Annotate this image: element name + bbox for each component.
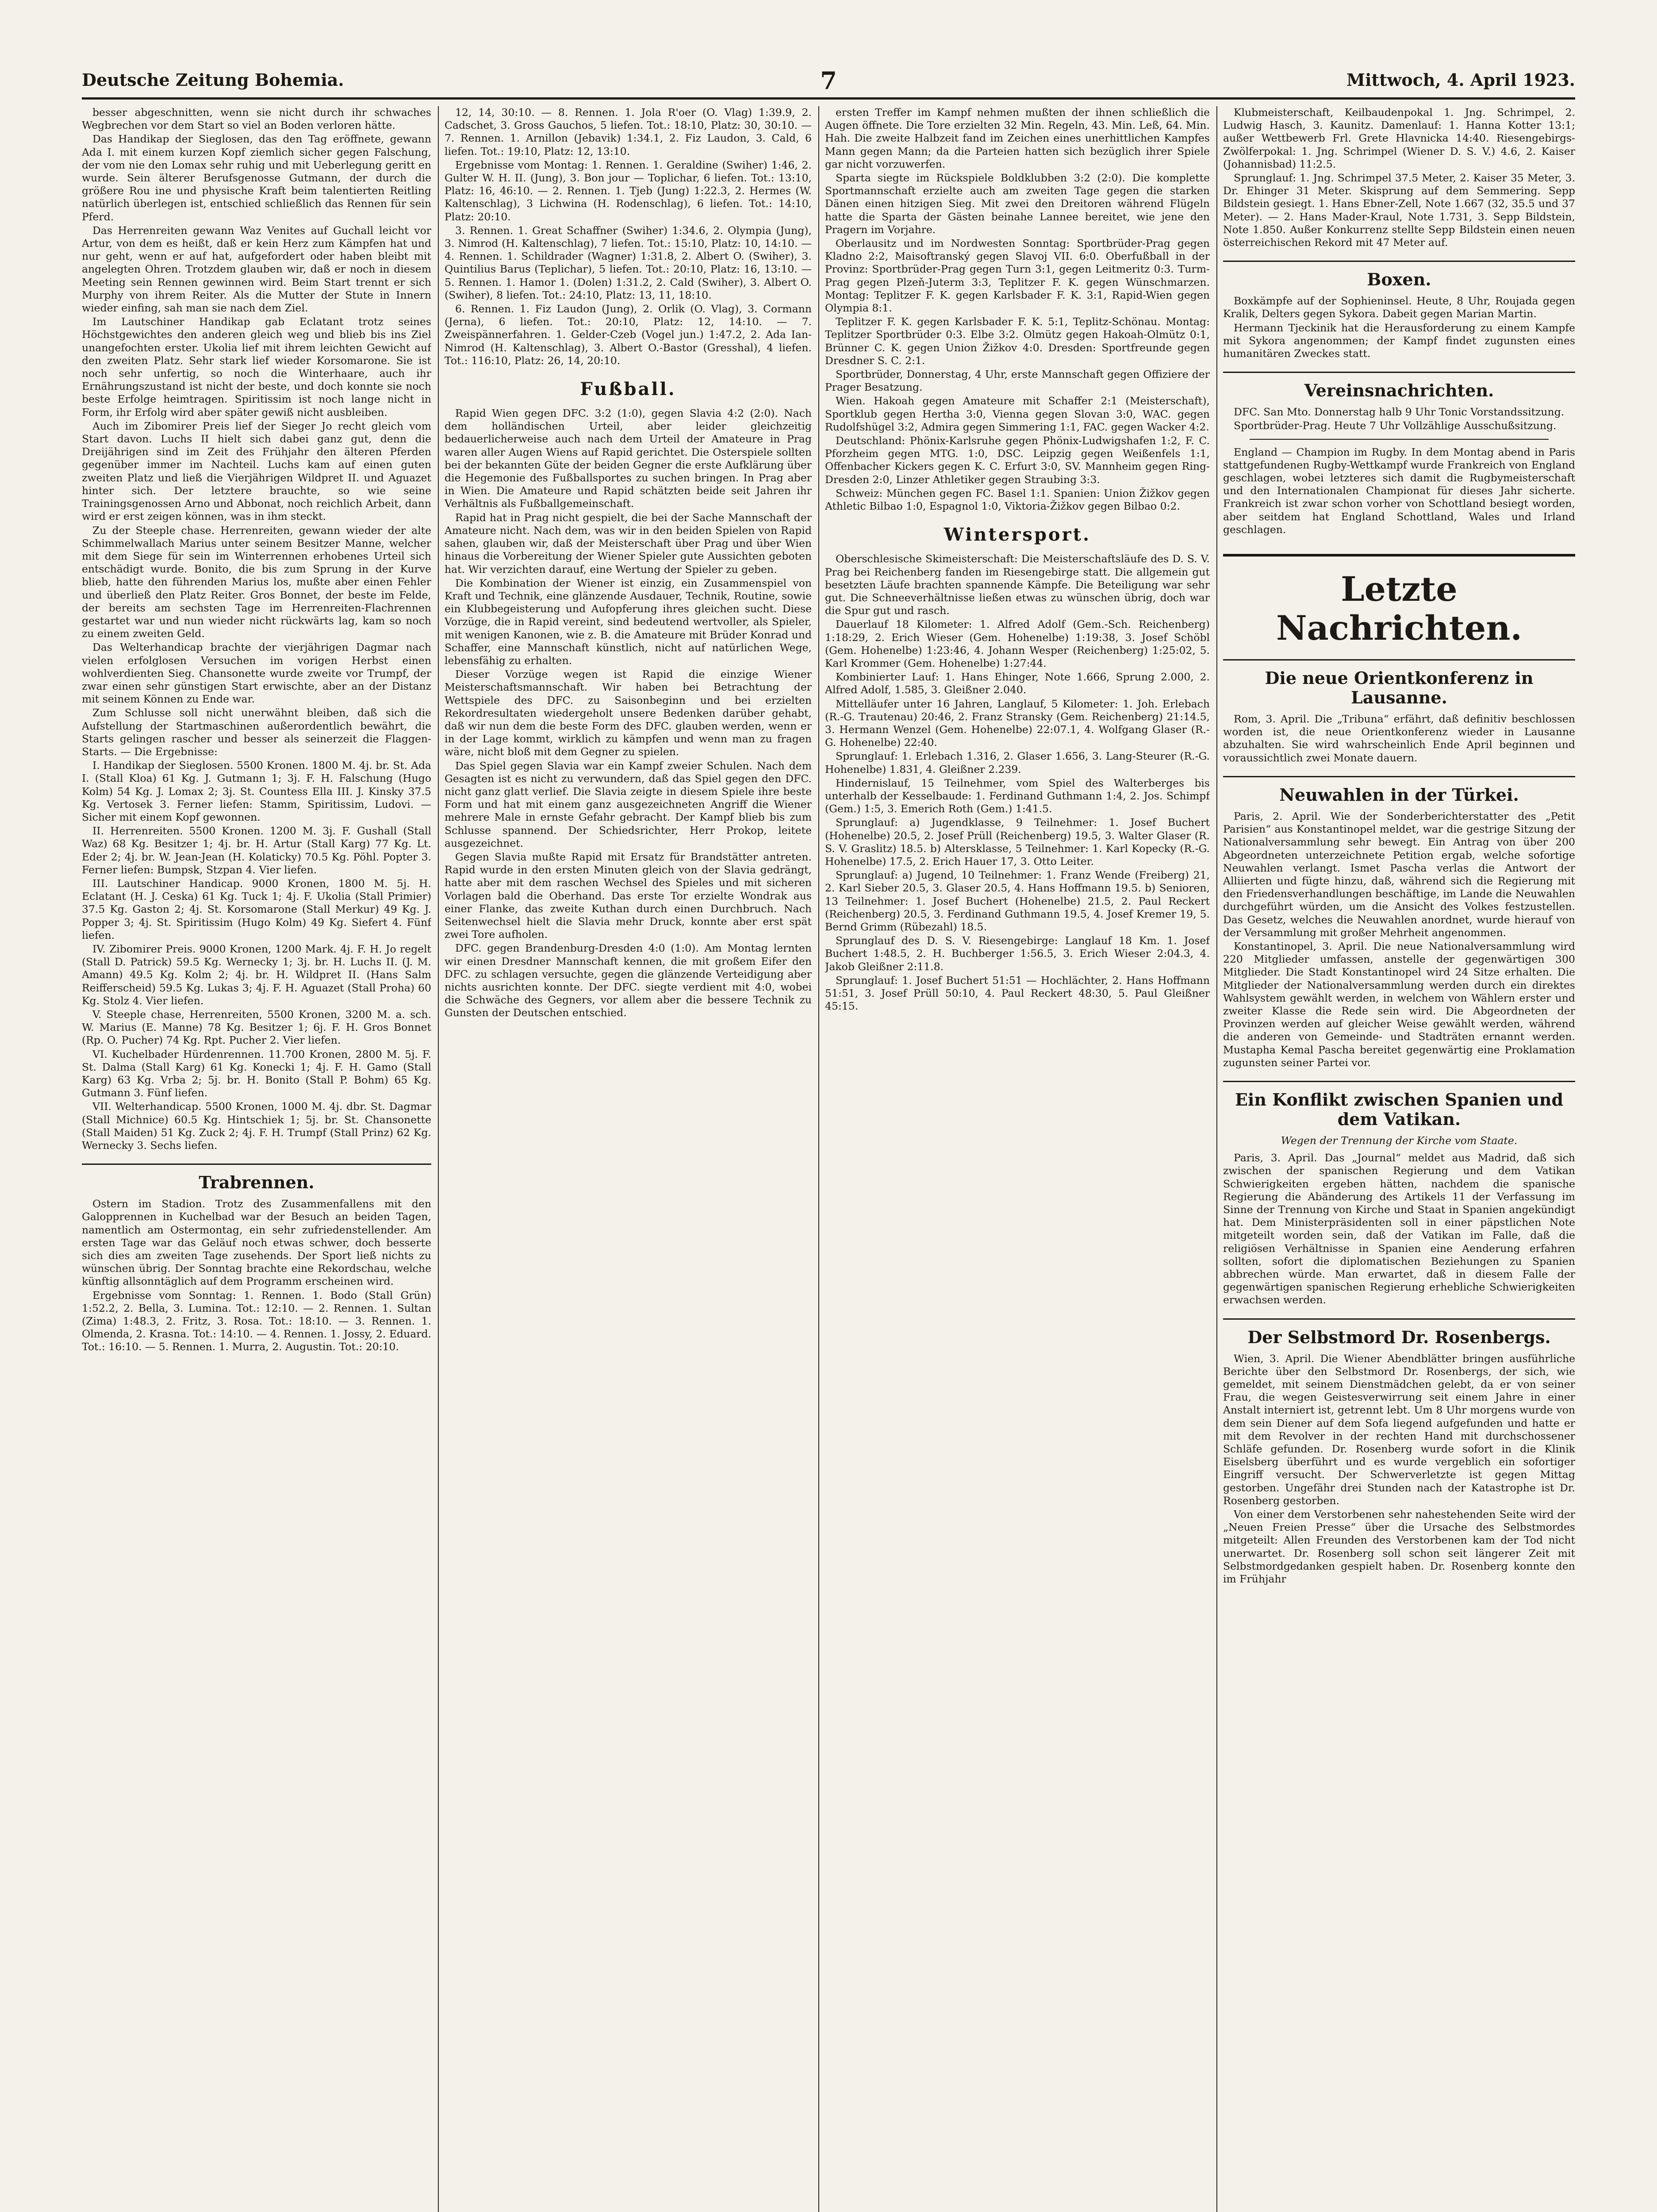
article-paragraph: VI. Kuchelbader Hürdenrennen. 11.700 Kronen, 2800 M. 5j. F. St. Dalma (Stall Karg) 61 Kg. Konecki 1; 4j. F. H. Gamo (Stall Karg) 63 Kg. Vrba 2; 5j. br. H. Bonito (Stall P. Bohm) 65 Kg. Gutmann 3. Fünf liefen.: [82, 1048, 431, 1099]
column-3: [825, 106, 1210, 2212]
article-paragraph: Ergebnisse vom Sonntag: 1. Rennen. 1. Bodo (Stall Grün) 1:52.2, 2. Bella, 3. Lumina. Tot.: 12:10. — 2. Rennen. 1. Sultan (Zima) 1:48.3, 2. Fritz, 3. Rosa. Tot.: 18:10. — 3. Rennen. 1. Olmenda, 2. Krasna. Tot.: 14:10. — 4. Rennen. 1. Jossy, 2. Eduard. Tot.: 16:10. — 5. Rennen. 1. Murra, 2. Augustin. Tot.: 20:10.: [82, 1289, 431, 1353]
article-paragraph: Zu der Steeple chase. Herrenreiten, gewann wieder der alte Schimmelwallach Marius unter seinem Besitzer Manne, welcher mit dem Siege für sein im Winterrennen erhobenes Urteil sich entschädigt wurde. Bonito, die bis zum Sprung in der Kurve blieb, hatte den führenden Marius los, mußte aber einen Fehler und überließ den Platz Reiter. Gros Bonnet, der beste im Felde, der bereits am sechsten Tage im Herrenreiten-Flachrennen gestartet war und nun wieder nicht rückwärts lag, kam so noch zu einem zweiten Geld.: [82, 524, 431, 640]
article-paragraph: Dauerlauf 18 Kilometer: 1. Alfred Adolf (Gem.-Sch. Reichenberg) 1:18:29, 2. Erich Wieser (Gem. Hohenelbe) 1:19:38, 3. Josef Schöbl (Gem. Hohenelbe) 1:23:46, 4. Johann Wesper (Reichenberg) 1:25:02, 5. Karl Krommer (Gem. Hohenelbe) 1:27:44.: [825, 618, 1210, 669]
article-paragraph: Schweiz: München gegen FC. Basel 1:1. Spanien: Union Žižkov gegen Athletic Bilbao 1:0, Espagnol 1:0, Viktoria-Žižkov gegen Bilbao 0:2.: [825, 487, 1210, 513]
article-paragraph: IV. Zibomirer Preis. 9000 Kronen, 1200 Mark. 4j. F. H. Jo regelt (Stall D. Patrick) 59.5 Kg. Wernecky 1; 3j. br. H. Luchs II. (J. M. Amann) 49.5 Kg. Kolm 2; 4j. br. H. Wildpret II. (Hans Salm Reifferscheid) 59.5 Kg. Lukas 3; 4j. F. H. Aguazet (Stall Proha) 60 Kg. Stolz 4. Vier liefen.: [82, 943, 431, 1007]
article-paragraph: Konstantinopel, 3. April. Die neue Nationalversammlung wird 220 Mitglieder umfassen, anstelle der gegenwärtigen 300 Mitglieder. Die Stadt Konstantinopel wird 24 Sitze erhalten. Die Mitglieder der Nationalversammlung werden durch ein direktes Wahlsystem gewählt werden, in welchem von Wählern erster und zweiter Klasse die Rede sein wird. Die Abgeordneten der Provinzen werden auf gleicher Weise gewählt werden, während die anderen von Gemeinde- und Stadträten ernannt werden. Mustapha Kemal Pascha bereitet gegenwärtig eine Proklamation zugunsten seiner Partei vor.: [1223, 940, 1575, 1069]
article-paragraph: Paris, 3. April. Das „Journal“ meldet aus Madrid, daß sich zwischen der spanischen Regierung und dem Vatikan Schwierigkeiten ergeben hätten, nachdem die spanische Regierung die Abänderung des Artikels 11 der Verfassung im Sinne der Trennung von Kirche und Staat in Spanien angekündigt hat. Dem Ministerpräsidenten soll in einer päpstlichen Note mitgeteilt worden sein, daß der Vatikan im Falle, daß die religiösen Verhältnisse in Spanien eine Aenderung erfahren sollten, sofort die diplomatischen Beziehungen zu Spanien abbrechen würde. Man erwartet, daß in diesem Falle der gegenwärtigen spanischen Regierung erhebliche Schwierigkeiten erwachsen werden.: [1223, 1152, 1575, 1306]
article-paragraph: Das Herrenreiten gewann Waz Venites auf Guchall leicht vor Artur, von dem es heißt, daß er kein Herz zum Kämpfen hat und nur geht, wenn er auf hat, aufgefordert oder haben bleibt mit angelegten Ohren. Trotzdem glauben wir, daß er noch in diesem Meeting sein Rennen gewinnen wird. Beim Start trennt er sich Murphy von ihrem Reiter. Als die Mutter der Stute in Innern wieder einfing, sah man sie nach dem Ziel.: [82, 224, 431, 315]
article-paragraph: Auch im Zibomirer Preis lief der Sieger Jo recht gleich vom Start davon. Luchs II hielt sich dabei ganz gut, denn die Dreijährigen sind im Zeit des Frühjahr den älteren Pferden gegenüber immer im Nachteil. Luchs kam auf einen guten zweiten Platz und ließ die Vierjährigen Wildpret II. und Aguazet hinter sich. Der letztere brauchte, so wie seine Trainingsgenossen Arno und Abbonat, noch reichlich Arbeit, dann wird er erst zeigen können, was in ihm steckt.: [82, 419, 431, 523]
article-paragraph: Oberlausitz und im Nordwesten Sonntag: Sportbrüder-Prag gegen Kladno 2:2, Maisoftranský gegen Slavoj VII. 6:0. Oberfußball in der Provinz: Sportbrüder-Prag gegen Turn 3:1, gegen Leitmeritz 0:3. Turm-Prag gegen Plzeň-Juterm 3:3, Teplitzer F. K. gegen Wünschmarzen. Montag: Teplitzer F. K. gegen Karlsbader F. K. 3:1, Rapid-Wien gegen Olympia 8:1.: [825, 237, 1210, 315]
column-divider: [818, 106, 819, 2212]
issue-date: Mittwoch, 4. April 1923.: [1346, 70, 1575, 90]
section-banner: Letzte Nachrichten.: [1223, 554, 1575, 648]
page-header: [82, 66, 1575, 100]
article-paragraph: Im Lautschiner Handikap gab Eclatant trotz seines Höchstgewichtes den anderen gleich weg und blieb bis ins Ziel unangefochten erster. Ukolia lief mit ihrem leichten Gewicht auf den zweiten Platz. Sehr stark lief wieder Korsomarone. Sie ist noch sehr unfertig, so noch die Winterhaare, auch ihr Ernährungszustand ist nicht der beste, und doch konnte sie noch beste Erfolge heimtragen. Spiritissim ist noch lange nicht in Form, ihr Erfolg wird aber später gewiß nicht ausbleiben.: [82, 315, 431, 419]
article-headline: Ein Konflikt zwischen Spanien und dem Vatikan.: [1223, 1081, 1575, 1129]
article-paragraph: Mittelläufer unter 16 Jahren, Langlauf, 5 Kilometer: 1. Joh. Erlebach (R.-G. Trautenau) 20:46, 2. Franz Stransky (Gem. Reichenberg) 21:14.5, 3. Hermann Wenzel (Gem. Hohenelbe) 22:07.1, 4. Wolfgang Glaser (R.-G. Hohenelbe) 22:40.: [825, 697, 1210, 749]
article-paragraph: Gegen Slavia mußte Rapid mit Ersatz für Brandstätter antreten. Rapid wurde in den ersten Minuten gleich von der Slavia gedrängt, hatte aber mit dem raschen Wechsel des Spieles und mit sicheren Vorlagen bald die Oberhand. Das erste Tor erzielte Wondrak aus einer Flanke, das zweite Kuthan durch einen Durchbruch. Nach Seitenwechsel hielt die Slavia mehr Druck, konnte aber erst spät zwei Tore aufholen.: [445, 850, 812, 941]
article-paragraph: Sprunglauf: 1. Erlebach 1.316, 2. Glaser 1.656, 3. Lang-Steurer (R.-G. Hohenelbe) 1.831, 4. Gleißner 2.239.: [825, 750, 1210, 776]
article-headline: Trabrennen.: [82, 1164, 431, 1192]
article-paragraph: Das Welterhandicap brachte der vierjährigen Dagmar nach vielen erfolglosen Versuchen im vorigen Herbst einen wohlverdienten Sieg. Chansonette wurde zweite vor Trumpf, der zwar einen sehr günstigen Start erwischte, aber an der Distanz mit seinem Können zu Ende war.: [82, 641, 431, 706]
page-number: 7: [820, 66, 837, 95]
article-headline: Der Selbstmord Dr. Rosenbergs.: [1223, 1318, 1575, 1347]
article-paragraph: Paris, 2. April. Wie der Sonderberichterstatter des „Petit Parisien“ aus Konstantinopel meldet, war die gestrige Sitzung der Nationalversammlung sehr bewegt. Ein Antrag von über 200 Abgeordneten unterzeichnete Petition ergab, welche sofortige Neuwahlen verlangt. Ismet Pascha verlas die Antwort der Alliierten und fügte hinzu, daß, während sich die Regierung mit den Friedensverhandlungen beschäftige, im Lande die Neuwahlen durchgeführt würden, um die Ansicht des Volkes festzustellen. Das Gesetz, welches die Neuwahlen anordnet, wurde hierauf von der Versammlung mit großer Mehrheit angenommen.: [1223, 810, 1575, 939]
article-paragraph: Zum Schlusse soll nicht unerwähnt bleiben, daß sich die Aufstellung der Startmaschinen außerordentlich bewährt, die Starts gelingen rascher und besser als seinerzeit die Flaggen-Starts. — Die Ergebnisse:: [82, 707, 431, 758]
article-paragraph: Das Spiel gegen Slavia war ein Kampf zweier Schulen. Nach dem Gesagten ist es nicht zu verwundern, daß das Spiel gegen den DFC. nicht ganz glatt verlief. Die Slavia zeigte in diesem Spiele ihre beste Form und hat mit einem ganz ausgezeichneten Angriff die Wiener mehrere Male in ernste Gefahr gebracht. Der Kampf blieb bis zum Schlusse spannend. Der Schiedsrichter, Herr Prokop, leitete ausgezeichnet.: [445, 759, 812, 849]
article-paragraph: Ergebnisse vom Montag: 1. Rennen. 1. Geraldine (Swiher) 1:46, 2. Gulter W. H. II. (Jung), 3. Bon jour — Toplichar, 6 liefen. Tot.: 13:10, Platz: 16, 46:10. — 2. Rennen. 1. Tjeb (Jung) 1:22.3, 2. Hermes (W. Kaltenschlag), 3 Lichwina (H. Rodenschlag), 6 liefen. Tot.: 14:10, Platz: 20:10.: [445, 158, 812, 223]
column-divider: [1216, 106, 1217, 2212]
article-paragraph: Klubmeisterschaft, Keilbaudenpokal 1. Jng. Schrimpel, 2. Ludwig Hasch, 3. Kaunitz. Damenlauf: 1. Hanna Kotter 13:1; außer Wettbewerb Frl. Grete Hlavnicka 14:40. Riesengebirgs-Zwölferpokal: 1. Jng. Schrimpel (Wiener D. S. V.) 4.6, 2. Kaiser (Johannisbad) 11:2.5.: [1223, 106, 1575, 170]
article-paragraph: Wien, 3. April. Die Wiener Abendblätter bringen ausführliche Berichte über den Selbstmord Dr. Rosenbergs, der sich, wie gemeldet, mit seinem Dienstmädchen gelebt, da er von seiner Frau, die wegen Geistesverwirrung seit einem Jahre in einer Anstalt interniert ist, getrennt lebt. Um 8 Uhr morgens wurde von dem sein Diener auf dem Sofa liegend aufgefunden und hatte er mit dem Revolver in der rechten Hand mit durchschossener Schläfe gefunden. Dr. Rosenberg wurde sofort in die Klinik Eiselsberg überführt und es wurde vergeblich ein sofortiger Eingriff versucht. Der Schwerverletzte ist gegen Mittag gestorben. Ungefähr drei Stunden nach der Katastrophe ist Dr. Rosenberg gestorben.: [1223, 1352, 1575, 1507]
article-paragraph: Hindernislauf, 15 Teilnehmer, vom Spiel des Walterberges bis unterhalb der Kesselbaude: 1. Ferdinand Guthmann 1:4, 2. Jos. Schimpf (Gem.) 1:5, 3. Emerich Roth (Gem.) 1:41.5.: [825, 776, 1210, 815]
article-headline: Neuwahlen in der Türkei.: [1223, 776, 1575, 805]
column-1: [82, 106, 431, 2212]
article-paragraph: Deutschland: Phönix-Karlsruhe gegen Phönix-Ludwigshafen 1:2, F. C. Pforzheim gegen MTG. 1:0, DSC. Leipzig gegen Weißenfels 1:1, Offenbacher Kickers gegen K. C. Erfurt 3:0, SV. Mannheim gegen Ring-Dresden 2:0, Linzer Athletiker gegen Straubing 3:3.: [825, 434, 1210, 486]
article-paragraph: III. Lautschiner Handicap. 9000 Kronen, 1800 M. 5j. H. Eclatant (H. J. Ceska) 61 Kg. Tuck 1; 4j. F. Ukolia (Stall Primier) 37.5 Kg. Gaston 2; 4j. St. Korsomarone (Stall Merkur) 49 Kg. J. Popper 3; 4j. St. Spiritissim (Hugo Kolm) 49 Kg. Siefert 4. Fünf liefen.: [82, 877, 431, 941]
article-headline: Vereinsnachrichten.: [1223, 372, 1575, 400]
article-paragraph: ersten Treffer im Kampf nehmen mußten der ihnen schließlich die Augen öffnete. Die Tore erzielten 32 Min. Regeln, 43. Min. Leß, 64. Min. Hah. Die zweite Halbzeit fand im Zeichen eines unerhittlichen Kampfes Mann gegen Mann; da die Parteien hatten sich bezüglich ihrer Spiele gar nicht vorzuwerfen.: [825, 106, 1210, 170]
article-paragraph: I. Handikap der Sieglosen. 5500 Kronen. 1800 M. 4j. br. St. Ada I. (Stall Kloa) 61 Kg. J. Gutmann 1; 3j. F. H. Falschung (Hugo Kolm) 54 Kg. J. Lomax 2; 3j. St. Countess Ella III. J. Kinsky 37.5 Kg. Vertosek 3. Ferner liefen: Stamm, Spiritissim, Ludovi. — Sicher mit einem Kopf gewonnen.: [82, 759, 431, 823]
article-paragraph: Das Handikap der Sieglosen, das den Tag eröffnete, gewann Ada I. mit einem kurzen Kopf ziemlich sicher gegen Falschung, der vom nie den Lomax sehr ruhig und mit Ueberlegung geritt en wurde. Sein älterer Berufsgenosse Gutmann, der durch die größere Rou ine und physische Kraft beim talentierten Reitling natürlich überlegen ist, entschied schließlich das Rennen für sein Pferd.: [82, 133, 431, 223]
section-separator: [1250, 439, 1549, 440]
article-paragraph: Von einer dem Verstorbenen sehr nahestehenden Seite wird der „Neuen Freien Presse“ über die Ursache des Selbstmordes mitgeteilt: Allen Freunden des Verstorbenen kam der Tod nicht unerwartet. Dr. Rosenberg soll schon seit längerer Zeit mit Selbstmordgedanken gespielt haben. Dr. Rosenberg konnte den im Frühjahr: [1223, 1508, 1575, 1586]
article-paragraph: Hermann Tjeckinik hat die Herausforderung zu einem Kampfe mit Sykora angenommen; der Kampf findet zugunsten eines humanitären Zweckes statt.: [1223, 321, 1575, 360]
article-paragraph: Die Kombination der Wiener ist einzig, ein Zusammenspiel von Kraft und Technik, eine glänzende Ausdauer, Technik, Routine, sowie ein Klubbegeisterung und Aufopferung ihres gleichen sucht. Diese Vorzüge, die in Rapid vereint, sind bedeutend wertvoller, als Spieler, mit wenigen Kanonen, wie z. B. die Amateure mit Brüder Konrad und Schaffer, eine Mannschaft künstlich, nicht auf natürlichen Wege, lebensfähig zu erhalten.: [445, 576, 812, 667]
column-divider: [438, 106, 439, 2212]
newspaper-name: Deutsche Zeitung Bohemia.: [82, 70, 344, 90]
article-headline: Boxen.: [1223, 261, 1575, 289]
article-paragraph: England — Champion im Rugby. In dem Montag abend in Paris stattgefundenen Rugby-Wettkampf wurde Frankreich von England geschlagen, wobei letzteres sich damit die Rugbymeisterschaft und den Internationalen Championat für dieses Jahr sicherte. Frankreich ist zwar schon vorher von Schottland besiegt worden, aber seitdem hat England Schottland, Wales und Irland geschlagen.: [1223, 445, 1575, 536]
article-headline: Die neue Orientkonferenz in Lausanne.: [1223, 659, 1575, 707]
section-heading: Fußball.: [580, 379, 676, 400]
article-paragraph: Sprunglauf: a) Jugend, 10 Teilnehmer: 1. Franz Wende (Freiberg) 21, 2. Karl Sieber 20.5, 3. Glaser 20.5, 4. Hans Hoffmann 19.5. b) Senioren, 13 Teilnehmer: 1. Josef Buchert (Hohenelbe) 21.5, 2. Paul Reckert (Reichenberg) 20.5, 3. Ferdinand Guthmann 19.5, 4. Josef Kremer 19, 5. Bernd Grimm (Rübezahl) 18.5.: [825, 869, 1210, 933]
article-paragraph: Kombinierter Lauf: 1. Hans Ehinger, Note 1.666, Sprung 2.000, 2. Alfred Adolf, 1.585, 3. Gleißner 2.040.: [825, 671, 1210, 696]
column-2: [445, 106, 812, 2212]
section-heading: Wintersport.: [944, 524, 1091, 545]
article-paragraph: Rapid Wien gegen DFC. 3:2 (1:0), gegen Slavia 4:2 (2:0). Nach dem holländischen Urteil, aber leider gleichzeitig bedauerlicherweise auch nach dem Urteil der Amateure in Prag waren aller Augen Wiens auf Rapid gerichtet. Die Osterspiele sollten bei der bekannten Güte der beiden Gegner die erste Aufklärung über die Hegemonie des Fußballsportes zu suchen bringen. In Prag aber in Wien. Die Amateure und Rapid schätzten beide seit Jahren ihr Verhältnis als Fußballgemeinschaft.: [445, 407, 812, 510]
article-paragraph: Sprunglauf: a) Jugendklasse, 9 Teilnehmer: 1. Josef Buchert (Hohenelbe) 20.5, 2. Josef Prüll (Reichenberg) 19.5, 3. Walter Glaser (R. S. V. Graslitz) 18.5. b) Altersklasse, 5 Teilnehmer: 1. Karl Kopecky (R.-G. Hohenelbe) 17.5, 2. Erich Hauer 17, 3. Otto Leiter.: [825, 816, 1210, 868]
article-paragraph: Ostern im Stadion. Trotz des Zusammenfallens mit den Galopprennen in Kuchelbad war der Besuch an beiden Tagen, namentlich am Ostermontag, ein sehr zufriedenstellender. Am ersten Tage war das Geläuf noch etwas schwer, doch besserte sich dies am zweiten Tage zusehends. Der Sport ließ nichts zu wünschen übrig. Der Sonntag brachte eine Rekordschau, welche künftig allsonntäglich auf dem Programm erscheinen wird.: [82, 1198, 431, 1288]
article-paragraph: Sprunglauf des D. S. V. Riesengebirge: Langlauf 18 Km. 1. Josef Buchert 1:48.5, 2. H. Buchberger 1:56.5, 3. Erich Wieser 2:04.3, 4. Jakob Gleißner 2:11.8.: [825, 934, 1210, 973]
article-paragraph: VII. Welterhandicap. 5500 Kronen, 1000 M. 4j. dbr. St. Dagmar (Stall Michnice) 60.5 Kg. Hintschiek 1; 5j. br. St. Chansonette (Stall Maiden) 51 Kg. Zuck 2; 4j. F. H. Trumpf (Stall Prinz) 62 Kg. Wernecky 3. Sechs liefen.: [82, 1100, 431, 1152]
article-paragraph: Rapid hat in Prag nicht gespielt, die bei der Sache Mannschaft der Amateure nicht. Nach dem, was wir in den beiden Spielen von Rapid sahen, glauben wir, daß der Meisterschaft über Prag und über Wien hinaus die Vorbereitung der Wiener Spieler gute Aussichten geboten hat. Wir verzichten darauf, eine Wertung der Spieler zu geben.: [445, 511, 812, 576]
article-paragraph: Teplitzer F. K. gegen Karlsbader F. K. 5:1, Teplitz-Schönau. Montag: Teplitzer Sportbrüder 0:3. Elbe 3:2. Olmütz gegen Hakoah-Olmütz 0:1, Brünner C. K. gegen Union Žižkov 4:0. Dresden: Sportfreunde gegen Dresdner S. C. 2:1.: [825, 315, 1210, 367]
article-paragraph: II. Herrenreiten. 5500 Kronen. 1200 M. 3j. F. Gushall (Stall Waz) 68 Kg. Besitzer 1; 4j. br. H. Artur (Stall Karg) 77 Kg. Lt. Eder 2; 4j. br. W. Jean-Jean (H. Kolaticky) 70.5 Kg. Pöhl. Popter 3. Ferner liefen: Bumpsk, Stzpan 4. Vier liefen.: [82, 825, 431, 876]
article-paragraph: Boxkämpfe auf der Sophieninsel. Heute, 8 Uhr, Roujada gegen Kralik, Delters gegen Sykora. Dabeit gegen Marian Martin.: [1223, 295, 1575, 320]
article-paragraph: 12, 14, 30:10. — 8. Rennen. 1. Jola R'oer (O. Vlag) 1:39.9, 2. Cadschet, 3. Gross Gauchos, 5 liefen. Tot.: 18:10, Platz: 30, 30:10. — 7. Rennen. 1. Arnillon (Jebavik) 1:34.1, 2. Fiz Laudon, 3. Cald, 6 liefen. Tot.: 19:10, Platz: 12, 13:10.: [445, 106, 812, 157]
article-paragraph: Oberschlesische Skimeisterschaft: Die Meisterschaftsläufe des D. S. V. Prag bei Reichenberg fanden im Riesengebirge statt. Die allgemein gut besetzten Läufe brachten spannende Kämpfe. Die Beteiligung war sehr gut. Die Schneeverhältnisse ließen etwas zu wünschen übrig, doch war die Spur gut und rasch.: [825, 553, 1210, 617]
article-paragraph: Rom, 3. April. Die „Tribuna“ erfährt, daß definitiv beschlossen worden ist, die neue Orientkonferenz wieder in Lausanne abzuhalten. Sie wird wahrscheinlich Ende April beginnen und voraussichtlich zwei Monate dauern.: [1223, 713, 1575, 764]
article-paragraph: V. Steeple chase, Herrenreiten, 5500 Kronen, 3200 M. a. sch. W. Marius (E. Manne) 78 Kg. Besitzer 1; 6j. F. H. Gros Bonnet (Rp. O. Pucher) 74 Kg. Rpt. Pucher 2. Vier liefen.: [82, 1008, 431, 1047]
article-paragraph: Sportbrüder, Donnerstag, 4 Uhr, erste Mannschaft gegen Offiziere der Prager Besatzung.: [825, 368, 1210, 394]
column-4: [1223, 106, 1575, 2212]
article-paragraph: Sparta siegte im Rückspiele Boldklubben 3:2 (2:0). Die komplette Sportmannschaft erzielte auch am zweiten Tage gegen die starken Dänen einen hitzigen Sieg. Mit zwei den Dreitoren während Flügeln hatte die Sparta der Gästen beinahe Lannee bereitet, wie jene den Pragern im Vorjahre.: [825, 172, 1210, 236]
article-subheadline: Wegen der Trennung der Kirche vom Staate.: [1281, 1134, 1518, 1147]
article-paragraph: 6. Rennen. 1. Fiz Laudon (Jung), 2. Orlik (O. Vlag), 3. Cormann (Jerna), 6 liefen. Tot.: 20:10, Platz: 12, 14:10. — 7. Zweispännerfahren. 1. Gelder-Czeb (Vogel jun.) 1:47.2, 2. Ada Ian-Nimrod (H. Kaltenschlag), 3. Albert O.-Bastor (Gresshal), 4 liefen. Tot.: 116:10, Platz: 26, 14, 20:10.: [445, 303, 812, 367]
article-paragraph: DFC. San Mto. Donnerstag halb 9 Uhr Tonic Vorstandssitzung.: [1234, 406, 1565, 419]
article-paragraph: Sportbrüder-Prag. Heute 7 Uhr Vollzählige Ausschußsitzung.: [1234, 419, 1557, 432]
article-paragraph: 3. Rennen. 1. Great Schaffner (Swiher) 1:34.6, 2. Olympia (Jung), 3. Nimrod (H. Kaltenschlag), 7 liefen. Tot.: 15:10, Platz: 10, 14:10. — 4. Rennen. 1. Schildrader (Wagner) 1:31.8, 2. Albert O. (Swiher), 3. Quintilius Barus (Teplichar), 5 liefen. Tot.: 20:10, Platz: 16, 13:10. — 5. Rennen. 1. Hamor 1. (Dolen) 1:31.2, 2. Cald (Swiher), 3. Albert O. (Swiher), 8 liefen. Tot.: 24:10, Platz: 13, 11, 18:10.: [445, 224, 812, 301]
article-paragraph: Sprunglauf: 1. Jng. Schrimpel 37.5 Meter, 2. Kaiser 35 Meter, 3. Dr. Ehinger 31 Meter. Skisprung auf dem Semmering. Sepp Bildstein gesiegt. 1. Hans Ebner-Zell, Note 1.667 (32, 35.5 und 37 Meter). — 2. Hans Mader-Kraul, Note 1.731, 3. Sepp Bildstein, Note 1.850. Außer Konkurrenz stellte Sepp Bildstein einen neuen österreichischen Rekord mit 47 Meter auf.: [1223, 172, 1575, 249]
article-paragraph: besser abgeschnitten, wenn sie nicht durch ihr schwaches Wegbrechen vor dem Start so viel an Boden verloren hätte.: [82, 106, 431, 132]
article-paragraph: Sprunglauf: 1. Josef Buchert 51:51 — Hochlächter, 2. Hans Hoffmann 51:51, 3. Josef Prüll 50:10, 4. Paul Reckert 48:30, 5. Paul Gleißner 45:15.: [825, 974, 1210, 1013]
article-paragraph: DFC. gegen Brandenburg-Dresden 4:0 (1:0). Am Montag lernten wir einen Dresdner Mannschaft kennen, die mit großem Eifer den DFC. zu schlagen versuchte, gegen die glänzende Verteidigung aber nichts ausrichten konnte. Der DFC. siegte verdient mit 4:0, wobei die Schwäche des Gegners, vor allem aber die bessere Technik zu Gunsten der Deutschen entschied.: [445, 942, 812, 1019]
article-paragraph: Wien. Hakoah gegen Amateure mit Schaffer 2:1 (Meisterschaft), Sportklub gegen Hertha 3:0, Vienna gegen Slovan 3:0, WAC. gegen Rudolfshügel 3:2, Admira gegen Simmering 1:1, FAC. gegen Wacker 4:2.: [825, 395, 1210, 433]
article-paragraph: Dieser Vorzüge wegen ist Rapid die einzige Wiener Meisterschaftsmannschaft. Wir haben bei Betrachtung der Wettspiele des DFC. zu Saisonbeginn und bei erzielten Rekordresultaten wiedergeholt unsere Bedenken darüber gehabt, daß wir nun dem die beste Form des DFC. glauben werden, wenn er in der Lage kommt, wirklich zu kämpfen und wenn man zu fragen wäre, nicht bloß mit dem Gegner zu spielen.: [445, 668, 812, 758]
